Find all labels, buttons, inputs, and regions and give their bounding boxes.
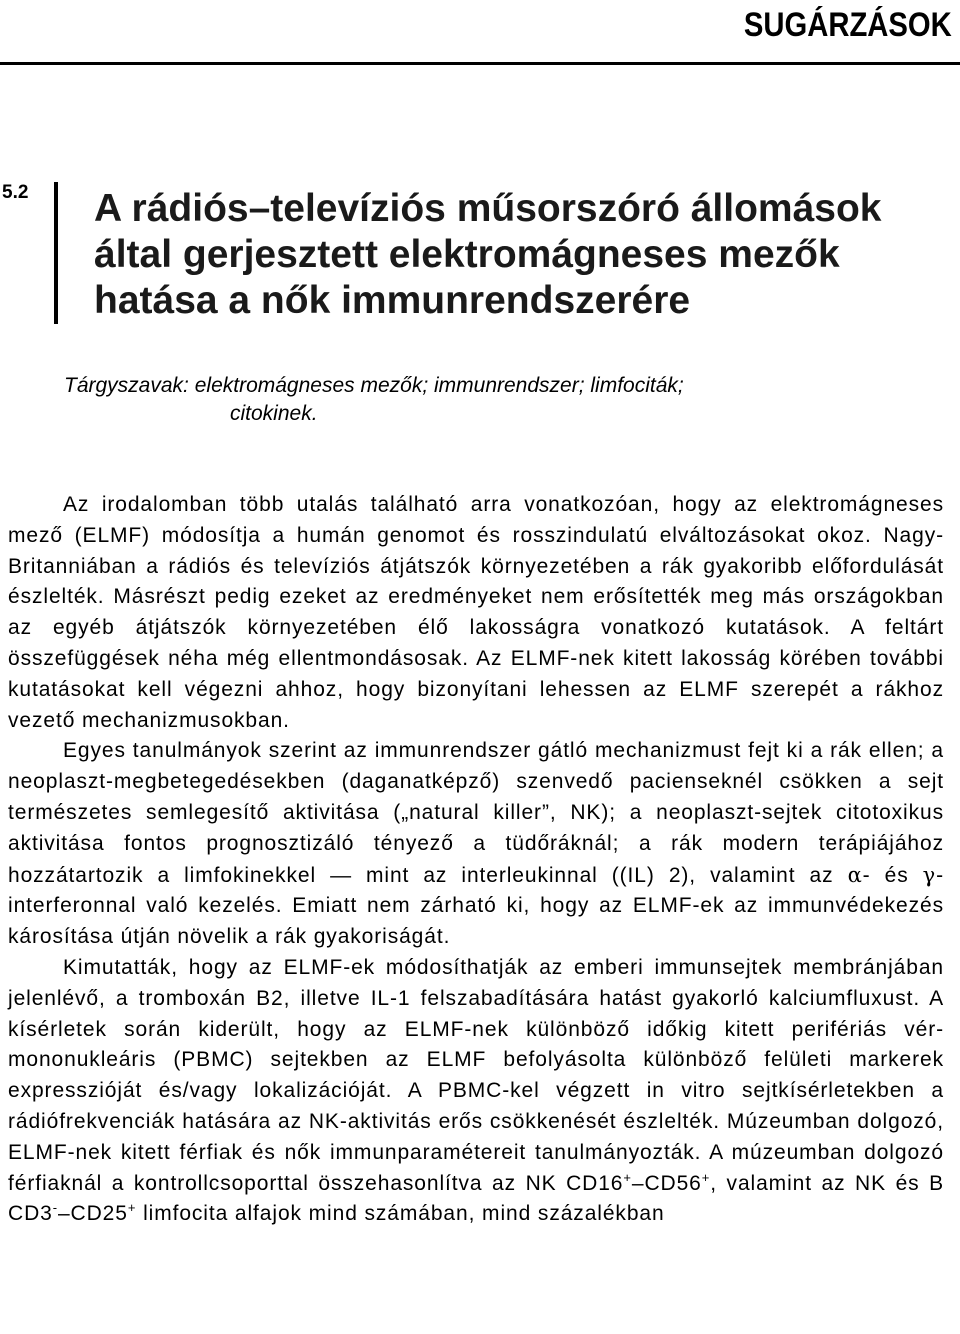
superscript-plus: +: [127, 1200, 137, 1216]
article-body: [8, 490, 944, 1230]
section-number: 5.2: [2, 182, 29, 203]
keywords: [64, 372, 924, 428]
paragraph-2-part-c: -interferonnal való kezelés. Emiatt nem zárható ki, hogy az ELMF-ek az immunvédekezés károsítása útján növelik a rák gyakoriságát.: [8, 863, 945, 949]
paragraph-2-part-b: - és: [862, 863, 923, 887]
section-title: A rádiós–televíziós műsorszóró állomások által gerjesztett elektromágneses mezők hatása a nők immunrendszerére: [94, 187, 882, 322]
paragraph-1: Az irodalomban több utalás található arra vonatkozóan, hogy az elektromágneses mező (ELMF) módosítja a humán genomot és rosszindulatú elváltozásokat okoz. Nagy-Britanniában a rádiós és televíziós átjátszók környezetében a rák gyakoribb előfordulását észlelték. Másrészt pedig ezeket az eredményeket nem erősítették meg más országokban az egyéb átjátszók környezetében élő lakosságra vonatkozó kutatások. A feltárt összefüggések néha még ellentmondásosak. Az ELMF-nek kitett lakosság körében további kutatásokat kell végezni ahhoz, hogy bizonyítani lehessen az ELMF szerepét a rákhoz vezető mechanizmusokban.: [8, 493, 944, 732]
keywords-line-2: citokinek.: [230, 402, 318, 425]
keywords-label: Tárgyszavak:: [64, 374, 189, 397]
paragraph-2-part-a: Egyes tanulmányok szerint az immunrendszer gátló mechanizmust fejt ki a rák ellen; a neoplaszt-megbetegedésekben (daganatképző) szenvedő pacienseknél csökken a sejt természetes semlegesítő aktivitása („natural killer”, NK); a neoplaszt-sejtek citotoxikus aktivitása fontos prognosztizáló tényező a tüdőráknál; a rák modern terápiájához hozzátartozik a limfokinekkel — mint az interleukinnal ((IL) 2), valamint az: [8, 739, 944, 887]
paragraph-3: [8, 953, 944, 1230]
gamma-symbol: γ: [922, 862, 937, 887]
page-header: [0, 0, 960, 60]
running-header-title: SUGÁRZÁSOK: [744, 6, 952, 44]
paragraph-3-part-e: limfocita alfajok mind számában, mind százalékban: [136, 1202, 665, 1226]
paragraph-3-part-c: , valamint az NK és B CD3: [8, 1171, 945, 1226]
paragraph-3-part-b: –CD56: [631, 1171, 702, 1195]
superscript-minus: -: [52, 1200, 58, 1216]
paragraph-3-part-a: Kimutatták, hogy az ELMF-ek módosíthatják az emberi immunsejtek membránjában jelenlévő, a tromboxán B2, illetve IL-1 felszabadítására hatást gyakorló kalciumfluxust. A kísérletek során kiderült, hogy az ELMF-nek különböző időkig kitett perifériás vér-mononukleáris (PBMC) sejtekben az ELMF befolyásolta különböző felületi markerek expresszióját és/vagy lokalizációját. A PBMC-kel végzett in vitro sejtkísérletekben a rádiófrekvenciák hatására az NK-aktivitás erős csökkenését észlelték. Múzeumban dolgozó, ELMF-nek kitett férfiak és nők immunparamétereit tanulmányozták. A múzeumban dolgozó férfiaknál a kontrollcsoporttal összehasonlítva az NK CD16: [8, 955, 944, 1195]
alpha-symbol: α: [847, 862, 863, 887]
paragraph-3-part-d: –CD25: [57, 1202, 128, 1226]
paragraph-2: [8, 736, 944, 953]
header-rule: [0, 62, 960, 65]
superscript-plus: +: [701, 1169, 711, 1185]
keywords-line-1: elektromágneses mezők; immunrendszer; limfociták;: [194, 374, 684, 397]
section-divider-bar: [54, 182, 58, 324]
superscript-plus: +: [623, 1169, 632, 1185]
